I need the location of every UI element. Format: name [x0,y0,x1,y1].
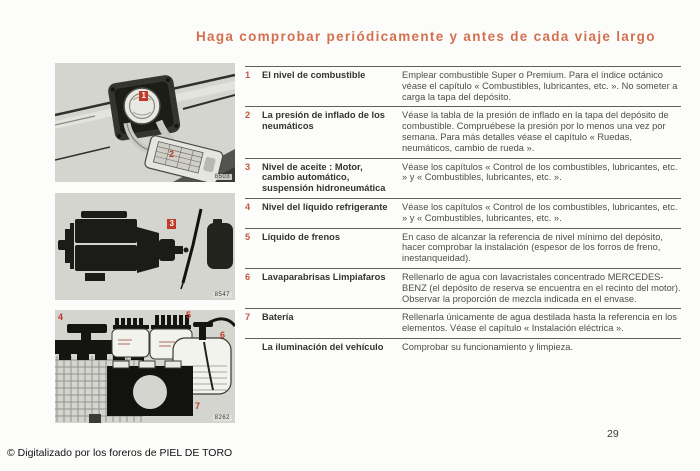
item-number: 5 [245,231,251,242]
page-title: Haga comprobar periódicamente y antes de cada viaje largo [196,29,656,44]
item-description: Emplear combustible Super o Premium. Para el índice octánico véase el capítulo « Combustibles, lubricantes, etc. ». No someter a carga la tapa del depósito. [402,70,678,102]
service-points-illustration [55,310,235,423]
callout-6: 6 [220,330,226,340]
callout-7: 7 [195,401,201,411]
table-row [245,228,681,268]
table-row [245,338,681,357]
item-description: Rellenarlo de agua con lavacristales concentrado MERCEDES-BENZ (el depósito de reserva se encuentra en el recinto del motor). Observar la proporción de mezcla indicada en el envase. [402,271,681,304]
table-row [245,268,681,308]
item-description: Véase los capítulos « Control de los combustibles, lubricantes, etc. » y « Combustibles, lubricantes, etc. ». [402,201,678,223]
item-description: Rellenarla únicamente de agua destilada hasta la referencia en los elementos. Véase el capítulo « Instalación eléctrica ». [402,312,677,334]
callout-2: 2 [169,149,175,159]
item-description: Véase la tabla de la presión de inflado en la tapa del depósito de combustible. Compruébese la presión por lo menos una vez por semana. Para más detalles véase el capítulo « Ruedas, neumáticos, cambio de rueda ». [402,110,669,153]
item-label: Líquido de frenos [262,231,340,242]
table-row [245,158,681,198]
checklist-table [245,66,681,357]
figure-engine-dipstick [55,193,235,300]
table-row [245,66,681,106]
item-label: El nivel de combustible [262,70,366,80]
table-row [245,198,681,228]
item-description: En caso de alcanzar la referencia de nivel mínimo del depósito, hacer comprobar la instalación (espesor de los forros de freno, inestanqueidad). [402,231,663,264]
item-label: Nivel del líquido refrigerante [262,201,388,212]
item-description: Véase los capítulos « Control de los combustibles, lubricantes, etc. » y « Combustibles, lubricantes, etc. ». [402,161,678,183]
item-label: Lavaparabrisas Limpiafaros [262,271,386,282]
callout-3: 3 [167,219,176,229]
item-label: La iluminación del vehículo [262,341,384,352]
table-row [245,308,681,338]
engine-illustration [55,193,235,300]
item-number: 3 [245,161,251,172]
item-label: Nivel de aceite : Motor, cambio automático, suspensión hidroneumática [262,161,386,194]
item-number: 1 [245,70,251,80]
item-number: 2 [245,110,251,121]
figure-ref-code: 8262 [214,415,230,421]
figure-service-points [55,310,235,423]
item-number: 6 [245,271,251,282]
item-label: La presión de inflado de los neumáticos [262,110,385,132]
figure-fuel-filler-flap [55,63,235,182]
watermark-text: © Digitalizado por los foreros de PIEL DE TORO [7,447,233,459]
figure-ref-code: 8547 [214,292,230,298]
callout-1: 1 [139,91,148,101]
item-label: Batería [262,312,294,323]
fuel-filler-illustration [55,63,235,182]
figure-ref-code: 8503 [214,174,230,180]
page-number: 29 [607,428,619,440]
item-description: Comprobar su funcionamiento y limpieza. [402,341,574,352]
callout-5: 5 [186,310,192,320]
item-number: 7 [245,312,251,323]
callout-4: 4 [58,312,64,322]
table-row [245,106,681,157]
item-number: 4 [245,201,251,212]
